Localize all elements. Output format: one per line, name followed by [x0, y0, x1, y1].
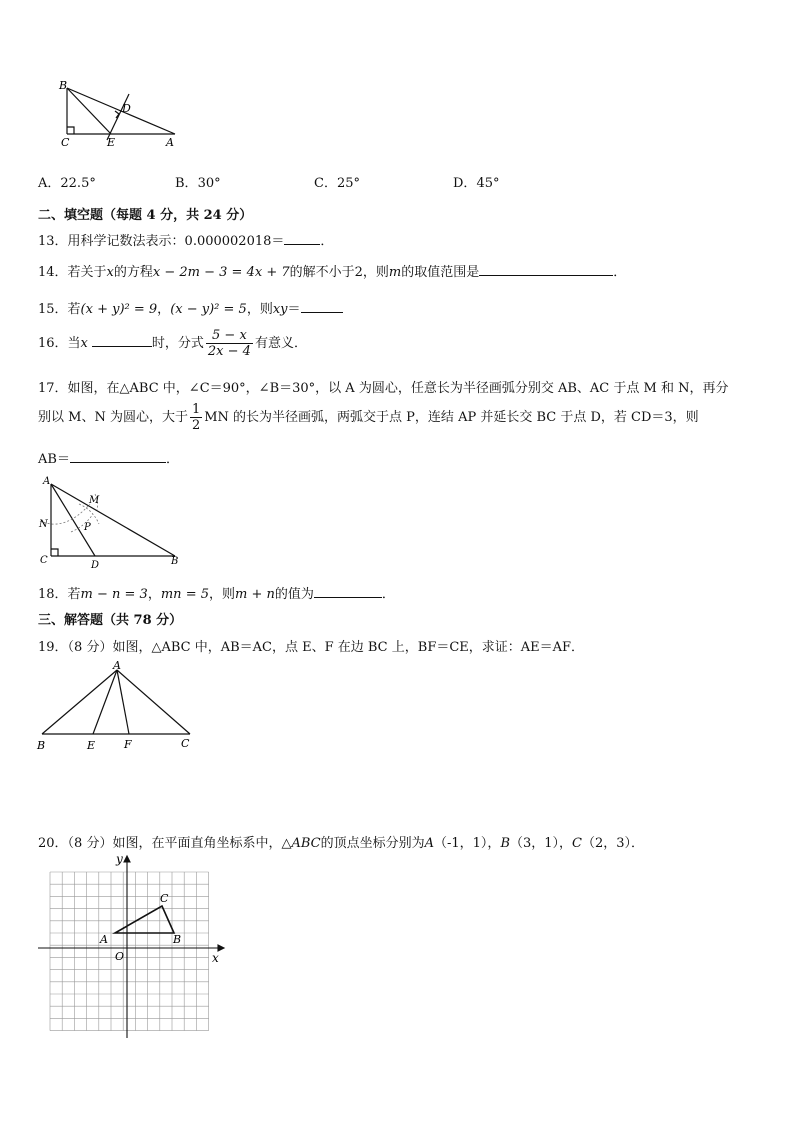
q17-figure	[35, 474, 185, 570]
perpendicular-line	[107, 94, 129, 140]
triangle-abc	[115, 906, 174, 933]
option-a[interactable]: A．22.5°	[38, 176, 96, 191]
q15-expr2: (x − y)² = 5	[170, 302, 247, 317]
q15: 15．若(x + y)² = 9，(x − y)² = 5，则xy＝	[38, 298, 343, 317]
q12-figure	[55, 78, 185, 153]
q14-equation: x − 2m − 3 = 4x + 7	[152, 265, 290, 280]
label-c: C	[181, 737, 190, 750]
q13-answer-blank[interactable]	[284, 232, 320, 245]
label-a: A	[43, 476, 51, 487]
arc-n	[79, 504, 99, 524]
q19-figure	[32, 656, 202, 756]
q13-end: ．	[320, 234, 334, 249]
label-y: y	[116, 852, 123, 866]
label-b: B	[171, 556, 179, 567]
option-c[interactable]: C．25°	[314, 176, 360, 191]
label-n: N	[39, 519, 48, 530]
label-c: C	[61, 136, 70, 149]
y-axis-arrow	[124, 856, 130, 862]
q16-fraction: $\frac{5 - x}{2x - 4}$	[207, 328, 251, 359]
option-b[interactable]: B．30°	[175, 176, 221, 191]
label-b: B	[59, 79, 68, 92]
label-b: B	[173, 933, 182, 946]
right-angle-c	[51, 549, 58, 556]
segment-ab	[51, 484, 175, 556]
q18-expr3: m + n	[235, 587, 275, 602]
q13	[38, 230, 333, 249]
q17-line-2: 别以 M、N 为圆心，大于 $\frac{1}{2}$ MN 的长为半径画弧，两弧交于点 P，连结 AP 并延长交 BC 于点 D，若 CD＝3，则	[38, 402, 699, 433]
label-f: F	[124, 738, 132, 751]
label-b: B	[37, 739, 46, 752]
x-axis-arrow	[218, 945, 224, 951]
q15-expr1: (x + y)² = 9	[80, 302, 158, 317]
q18: 18．若m − n = 3，mn = 5，则m + n的值为 ．	[38, 587, 395, 602]
q19-text: 19．（8 分）如图，△ABC 中，AB＝AC，点 E、F 在边 BC 上，BF＝CE，求证：AE＝AF．	[38, 640, 585, 655]
right-angle-c	[67, 127, 74, 134]
q14-answer-blank[interactable]	[479, 263, 613, 276]
label-a: A	[100, 933, 108, 946]
segment-ab	[42, 670, 117, 734]
q18-expr1: m − n = 3	[80, 587, 148, 602]
q18-expr2: mn = 5	[160, 587, 209, 602]
label-c: C	[160, 892, 169, 905]
section-2-title: 二、填空题（每题 4 分，共 24 分）	[38, 208, 253, 223]
q12-options	[38, 172, 558, 190]
q20-coordinate-grid	[36, 852, 226, 1042]
label-a: A	[166, 136, 174, 149]
segment-ac	[117, 670, 190, 734]
q17-answer-blank[interactable]	[70, 450, 166, 463]
label-p: P	[84, 522, 91, 533]
q17-line-3: AB＝ ．	[38, 452, 179, 467]
label-m: M	[89, 495, 100, 506]
section-3-title: 三、解答题（共 78 分）	[38, 613, 183, 628]
label-e: E	[107, 136, 116, 149]
grid-lines	[50, 872, 209, 1031]
q16-answer-blank[interactable]	[92, 334, 152, 347]
label-d: D	[91, 560, 100, 570]
q20-text: 20．（8 分）如图，在平面直角坐标系中，△ABC的顶点坐标分别为A（-1，1），B（3，1），C（2，3）．	[38, 836, 645, 851]
label-d: D	[122, 102, 131, 115]
q15-answer-blank[interactable]	[301, 300, 343, 313]
q17-fraction: $\frac{1}{2}$	[191, 402, 201, 433]
label-a: A	[113, 659, 121, 672]
label-o: O	[115, 950, 125, 963]
q13-text: 13．用科学记数法表示：0.000002018＝	[38, 234, 285, 249]
q14: 14．若关于x的方程x − 2m − 3 = 4x + 7的解不小于2，则m的取值范围是 ．	[38, 265, 627, 280]
label-c: C	[40, 555, 48, 566]
option-d[interactable]: D．45°	[453, 176, 500, 191]
label-e: E	[87, 739, 96, 752]
q17-line-1: 17．如图，在△ABC 中，∠C＝90°，∠B＝30°，以 A 为圆心，任意长为半径画弧分别交 AB、AC 于点 M 和 N，再分	[38, 381, 729, 396]
label-x: x	[212, 951, 219, 965]
q18-answer-blank[interactable]	[314, 585, 382, 598]
q16: 16．当x 时，分式 $\frac{5 - x}{2x - 4}$ 有意义．	[38, 328, 307, 359]
